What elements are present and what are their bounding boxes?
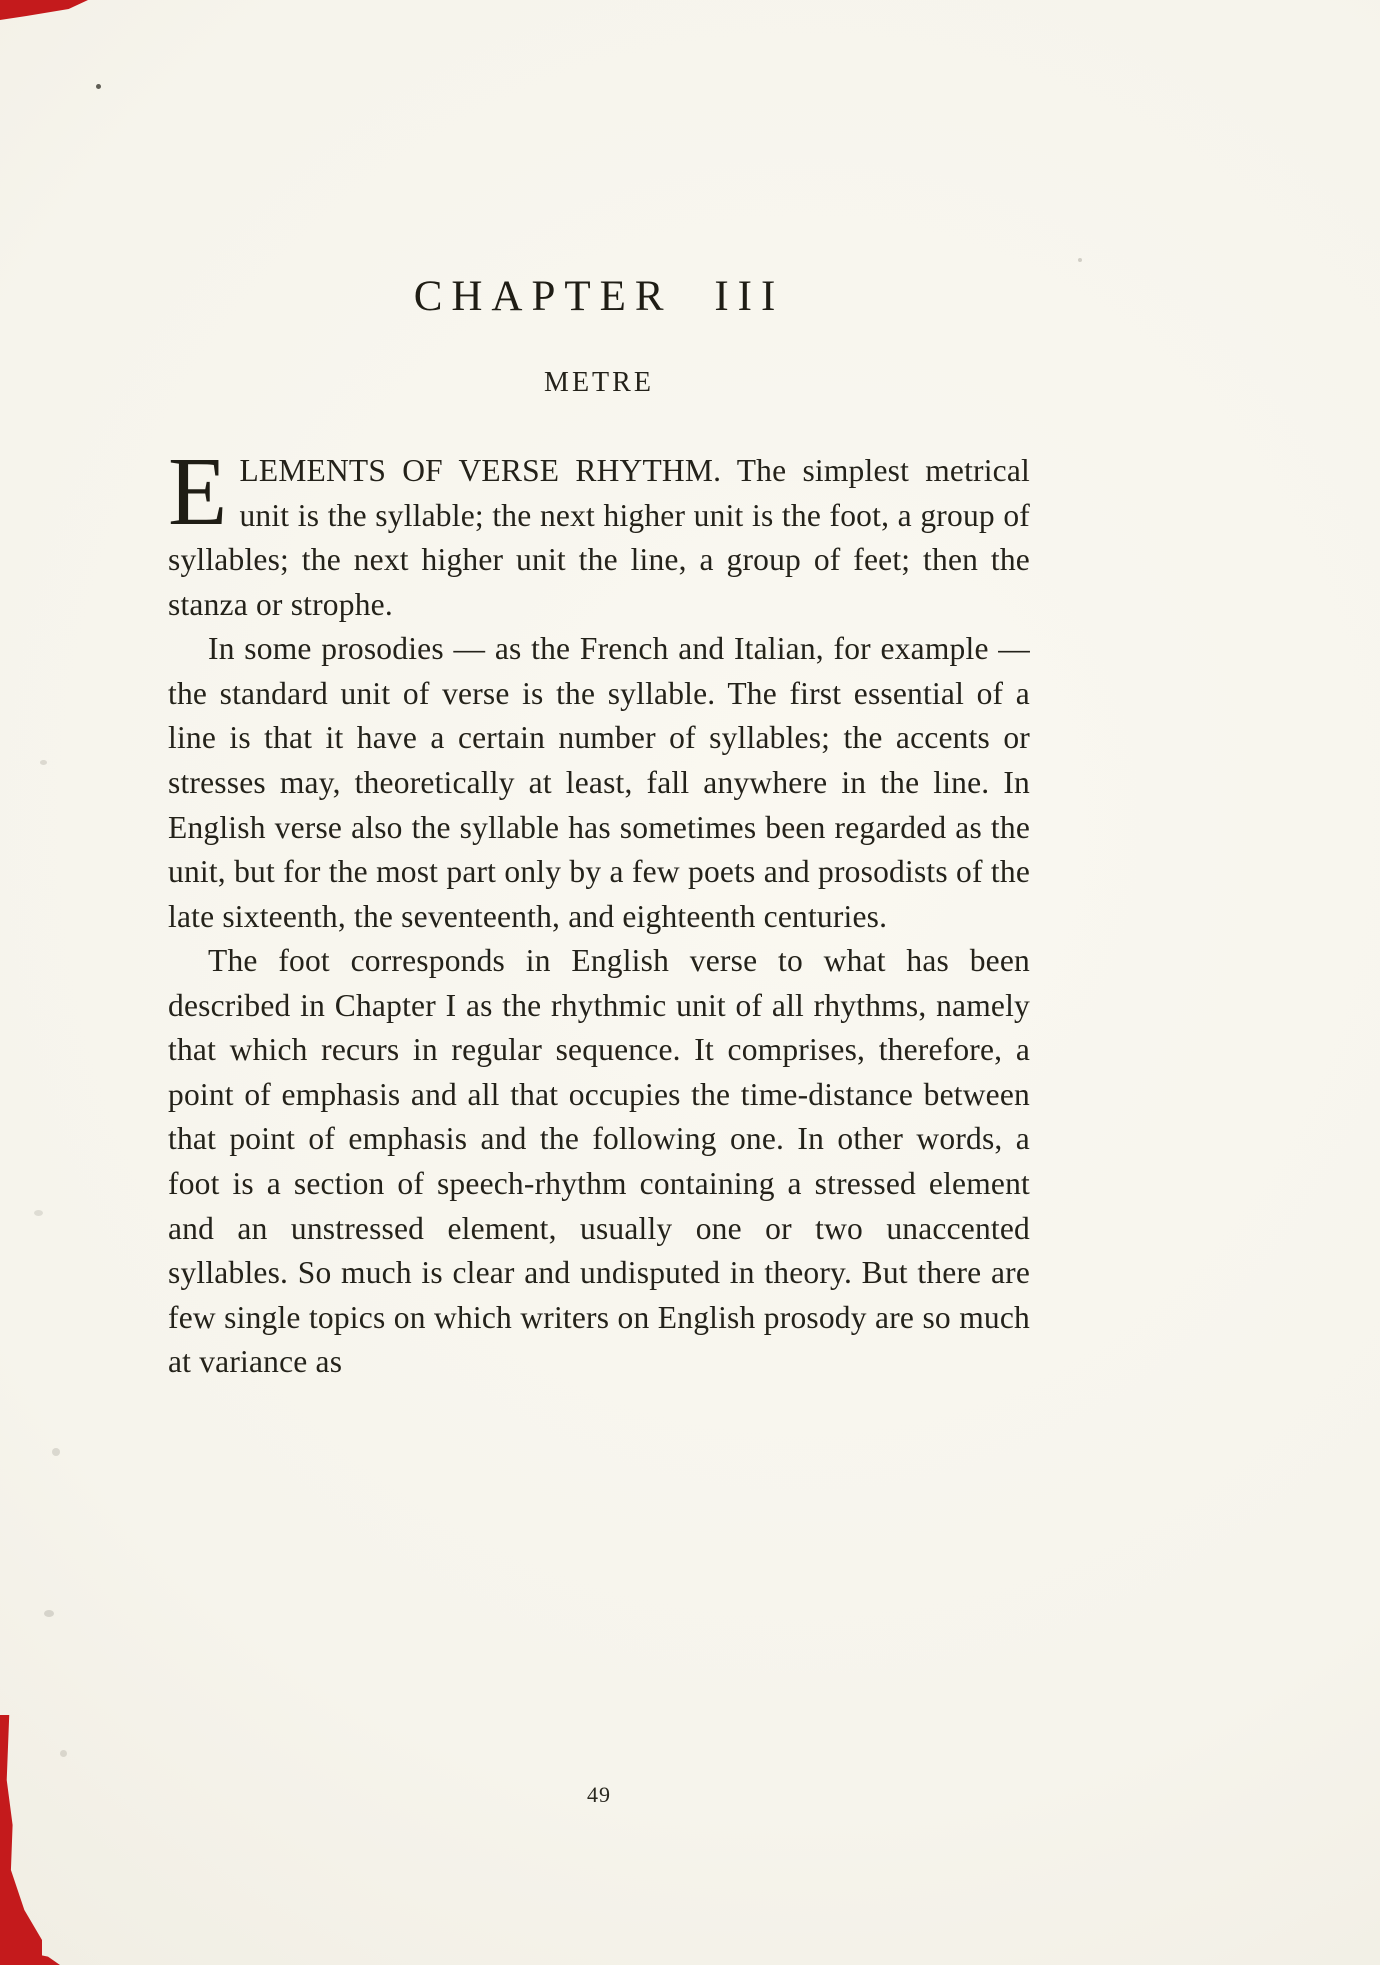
scan-red-edge-bottom-left xyxy=(0,1715,42,1965)
scan-speck xyxy=(60,1750,67,1757)
paragraph: In some prosodies — as the French and Italian, for example — the standard unit of verse is the syllable. The first essential of a line is that it have a certain number of syllables; the accents or stresses may, theoretically at least, fall anywhere in the line. In English verse also the syllable has sometimes been regarded as the unit, but for the most part only by a few poets and prosodists of the late sixteenth, the seventeenth, and eighteenth centuries. xyxy=(168,631,1030,934)
scan-speck xyxy=(44,1610,54,1617)
section-title: METRE xyxy=(544,367,654,398)
scan-red-edge-bottom xyxy=(30,1953,60,1965)
chapter-title: CHAPTER III xyxy=(413,273,785,320)
scan-speck xyxy=(34,1210,43,1216)
text-block xyxy=(168,272,1030,1385)
opening-paragraph-text: LEMENTS OF VERSE RHYTHM. The simplest metrical unit is the syllable; the next higher unit is the foot, a group of syllables; the next higher unit the line, a group of feet; then the stanza or strophe. xyxy=(168,453,1030,622)
drop-cap: E xyxy=(168,438,228,545)
scan-red-edge-top-left xyxy=(0,0,88,20)
scan-speck xyxy=(40,760,47,765)
page-number: 49 xyxy=(587,1782,611,1807)
opening-paragraph xyxy=(168,438,1030,627)
scan-speck xyxy=(52,1448,60,1456)
scan-speck xyxy=(1078,258,1082,262)
body-text xyxy=(168,438,1030,1385)
scan-speck xyxy=(96,84,101,89)
paragraph: The foot corresponds in English verse to what has been described in Chapter I as the rhythmic unit of all rhythms, namely that which recurs in regular sequence. It comprises, therefore, a point of emphasis and all that occupies the time-distance between that point of emphasis and the following one. In other words, a foot is a section of speech-rhythm containing a stressed element and an unstressed element, usually one or two unaccented syllables. So much is clear and undisputed in theory. But there are few single topics on which writers on English prosody are so much at variance as xyxy=(168,943,1030,1380)
